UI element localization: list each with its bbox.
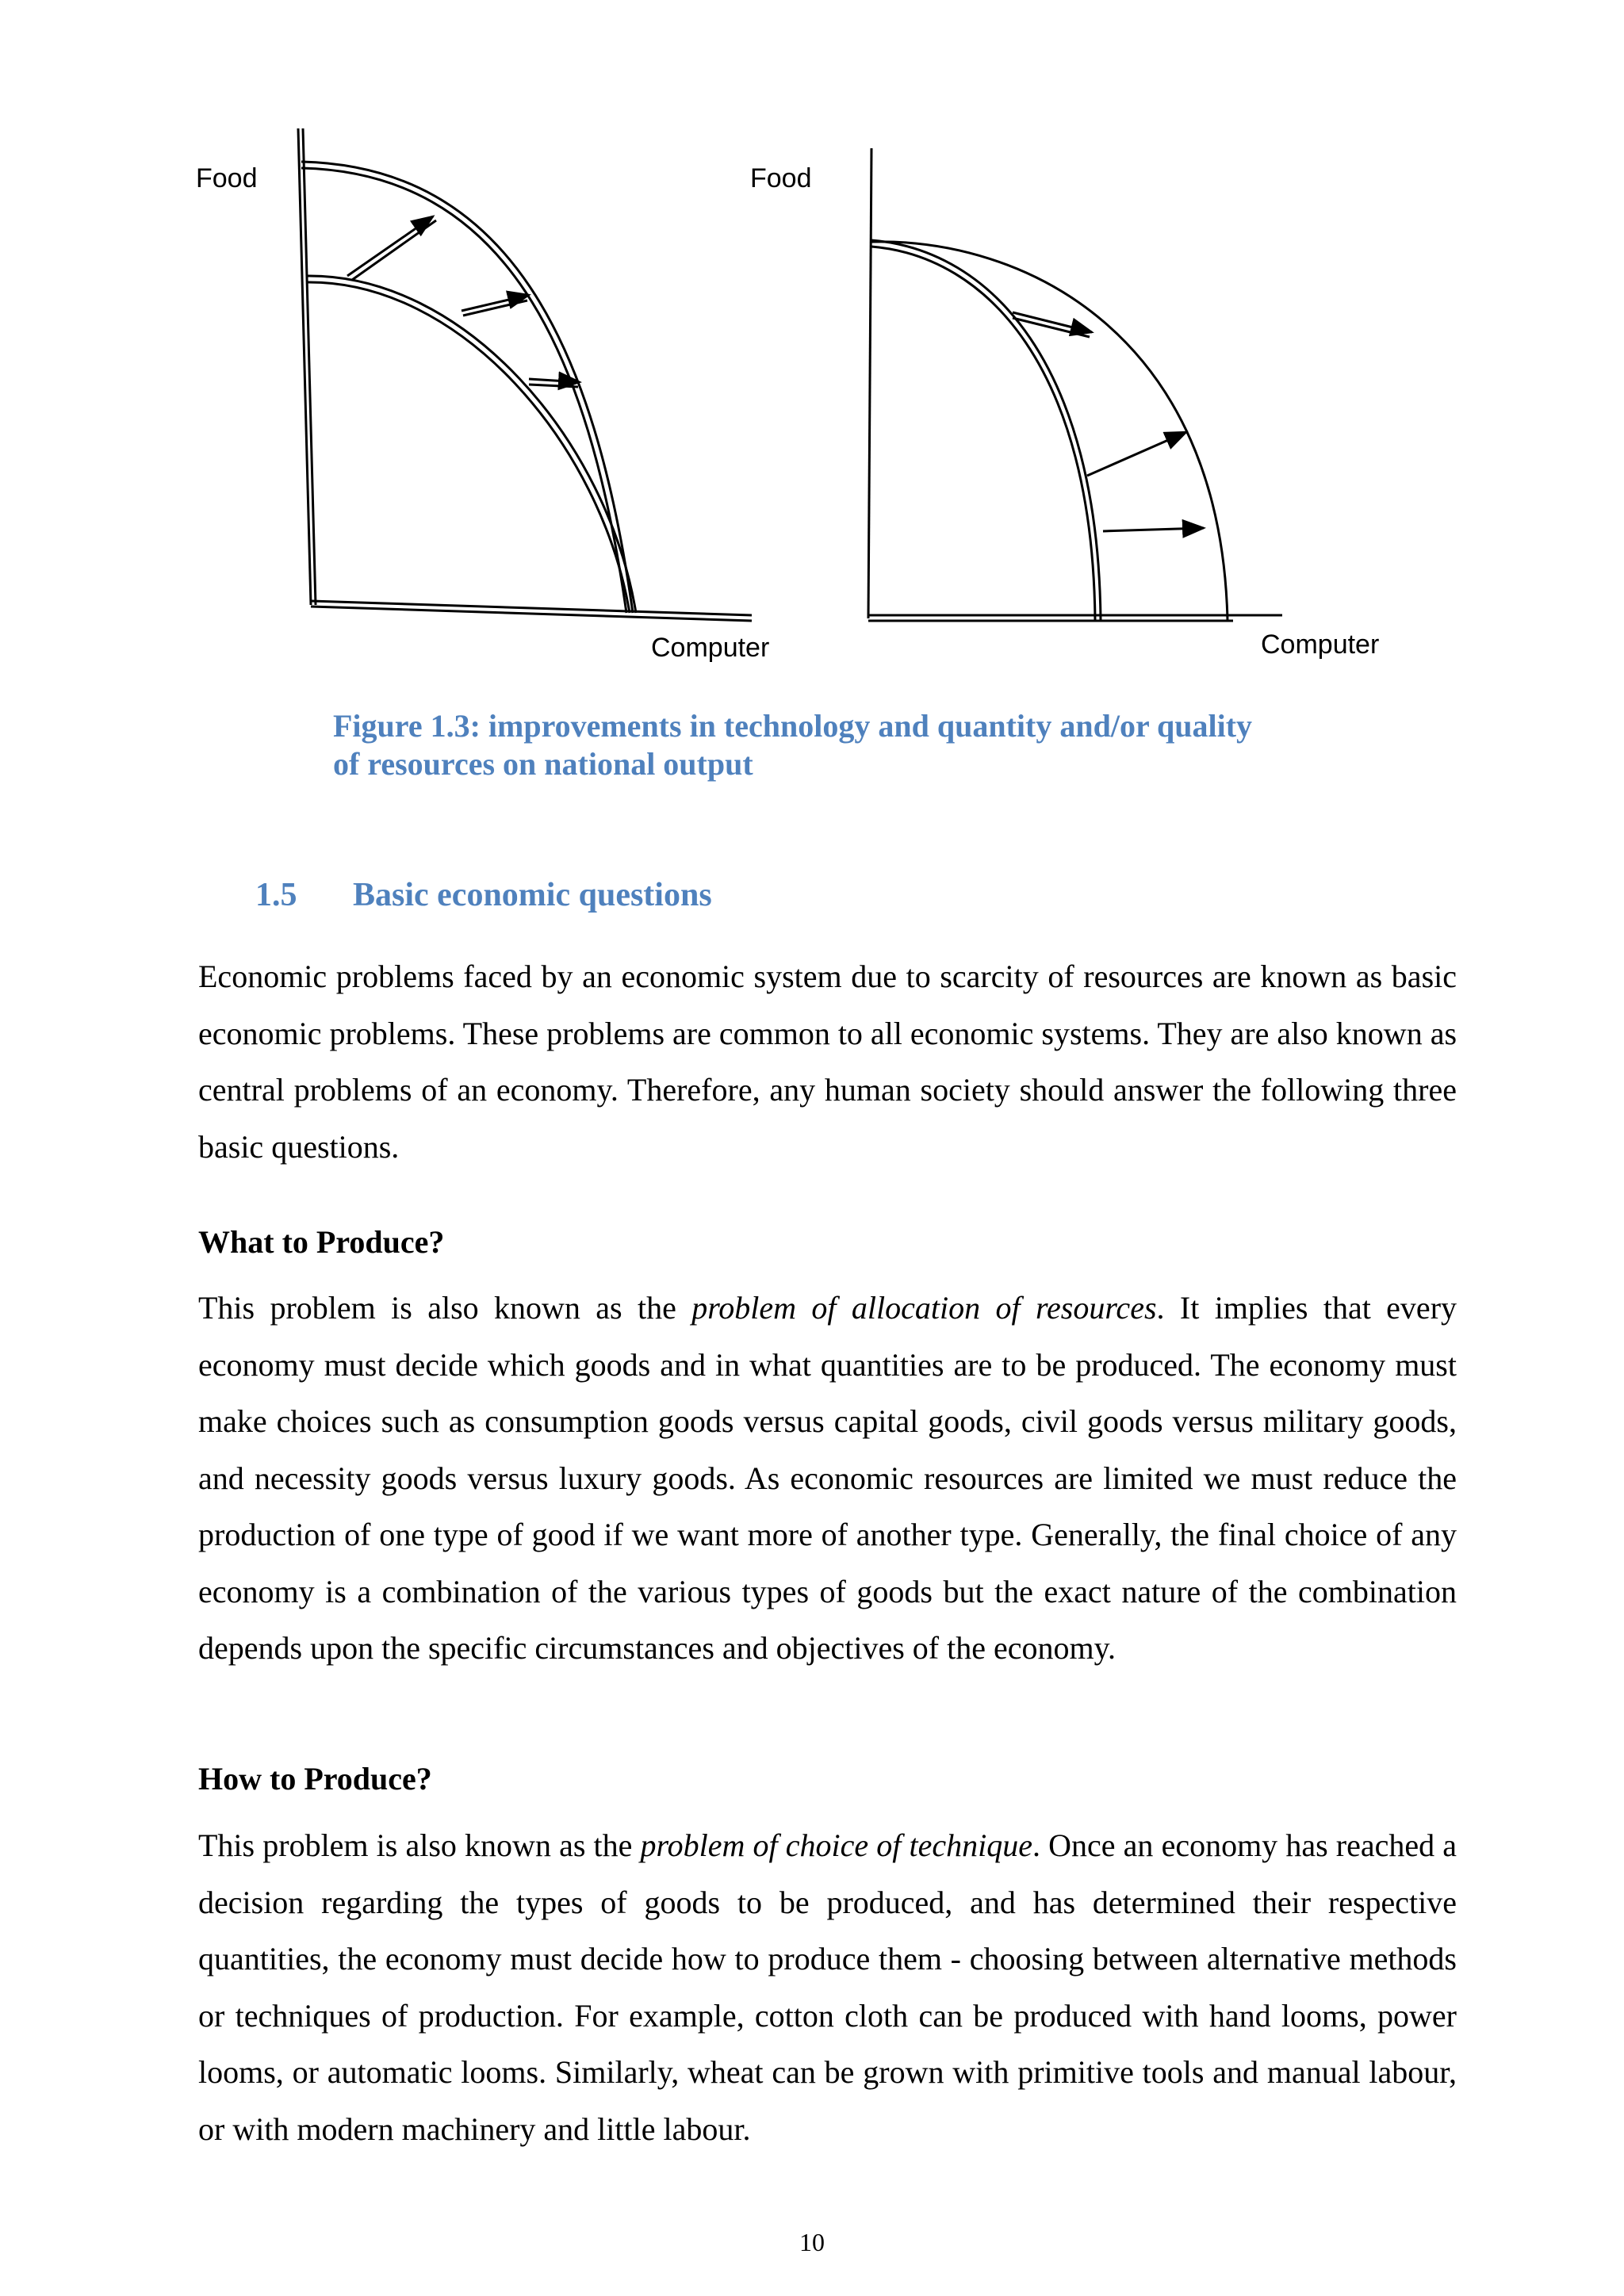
shift-arrow (347, 216, 433, 276)
what-text-before: This problem is also known as the (198, 1290, 692, 1326)
left-inner-frontier (306, 276, 636, 613)
what-to-produce-heading: What to Produce? (198, 1224, 445, 1260)
how-text-after: . Once an economy has reached a decision regarding the types of goods to be produced, and has determined their respective quantities, the economy must decide how to produce them - choosing between alternative methods or techniques of production. For example, cotton cloth can be produced with hand looms, power looms, or automatic looms. Similarly, wheat can be grown with primitive tools and manual labour, or with modern machinery and little labour. (198, 1827, 1457, 2147)
right-inner-frontier (871, 240, 1101, 621)
right-y-axis (868, 148, 871, 618)
left-shift-arrows (347, 216, 580, 387)
section-title: Basic economic questions (353, 877, 712, 913)
caption-line-1: Figure 1.3: improvements in technology and quantity and/or quality (333, 708, 1253, 744)
how-italic-term: problem of choice of technique (640, 1827, 1033, 1863)
how-text-before: This problem is also known as the (198, 1827, 641, 1863)
shift-arrow (352, 220, 436, 280)
left-y-axis (298, 128, 316, 605)
left-outer-frontier (301, 162, 633, 613)
ppf-figure (0, 0, 1624, 690)
caption-line-2: of resources on national output (333, 746, 753, 782)
right-y-axis-label: Food (750, 163, 812, 193)
right-x-axis (868, 615, 1282, 621)
what-to-produce-paragraph (198, 1280, 1457, 1677)
right-shift-arrows (1013, 312, 1204, 531)
left-ppf-diagram (298, 128, 752, 621)
shift-arrow (1103, 528, 1204, 531)
how-to-produce-paragraph (198, 1817, 1457, 2157)
intro-paragraph: Economic problems faced by an economic system due to scarcity of resources are known as basic economic problems. These problems are common to all economic systems. They are also known as central problems of an economy. Therefore, any human society should answer the following three basic questions. (198, 959, 1457, 1165)
figure-caption (333, 707, 1364, 783)
section-number: 1.5 (255, 877, 297, 913)
shift-arrow (529, 385, 578, 387)
right-ppf-diagram (868, 148, 1282, 621)
right-x-axis-label: Computer (1261, 629, 1380, 660)
shift-arrow (1087, 432, 1186, 476)
left-x-axis (311, 601, 752, 621)
right-outer-frontier (871, 242, 1228, 621)
shift-arrow (529, 379, 580, 382)
left-x-axis-label: Computer (651, 633, 770, 663)
what-text-after: . It implies that every economy must decide which goods and in what quantities are to be produced. The economy must make choices such as consumption goods versus capital goods, civil goods versus military goods, and necessity goods versus luxury goods. As economic resources are limited we must reduce the production of one type of good if we want more of another type. Generally, the final choice of any economy is a combination of the various types of goods but the exact nature of the combination depends upon the specific circumstances and objectives of the economy. (198, 1290, 1457, 1666)
section-heading (255, 876, 712, 914)
page-number: 10 (799, 2228, 825, 2256)
how-to-produce-heading: How to Produce? (198, 1761, 432, 1797)
what-italic-term: problem of allocation of resources (691, 1290, 1157, 1326)
left-y-axis-label: Food (196, 163, 258, 193)
